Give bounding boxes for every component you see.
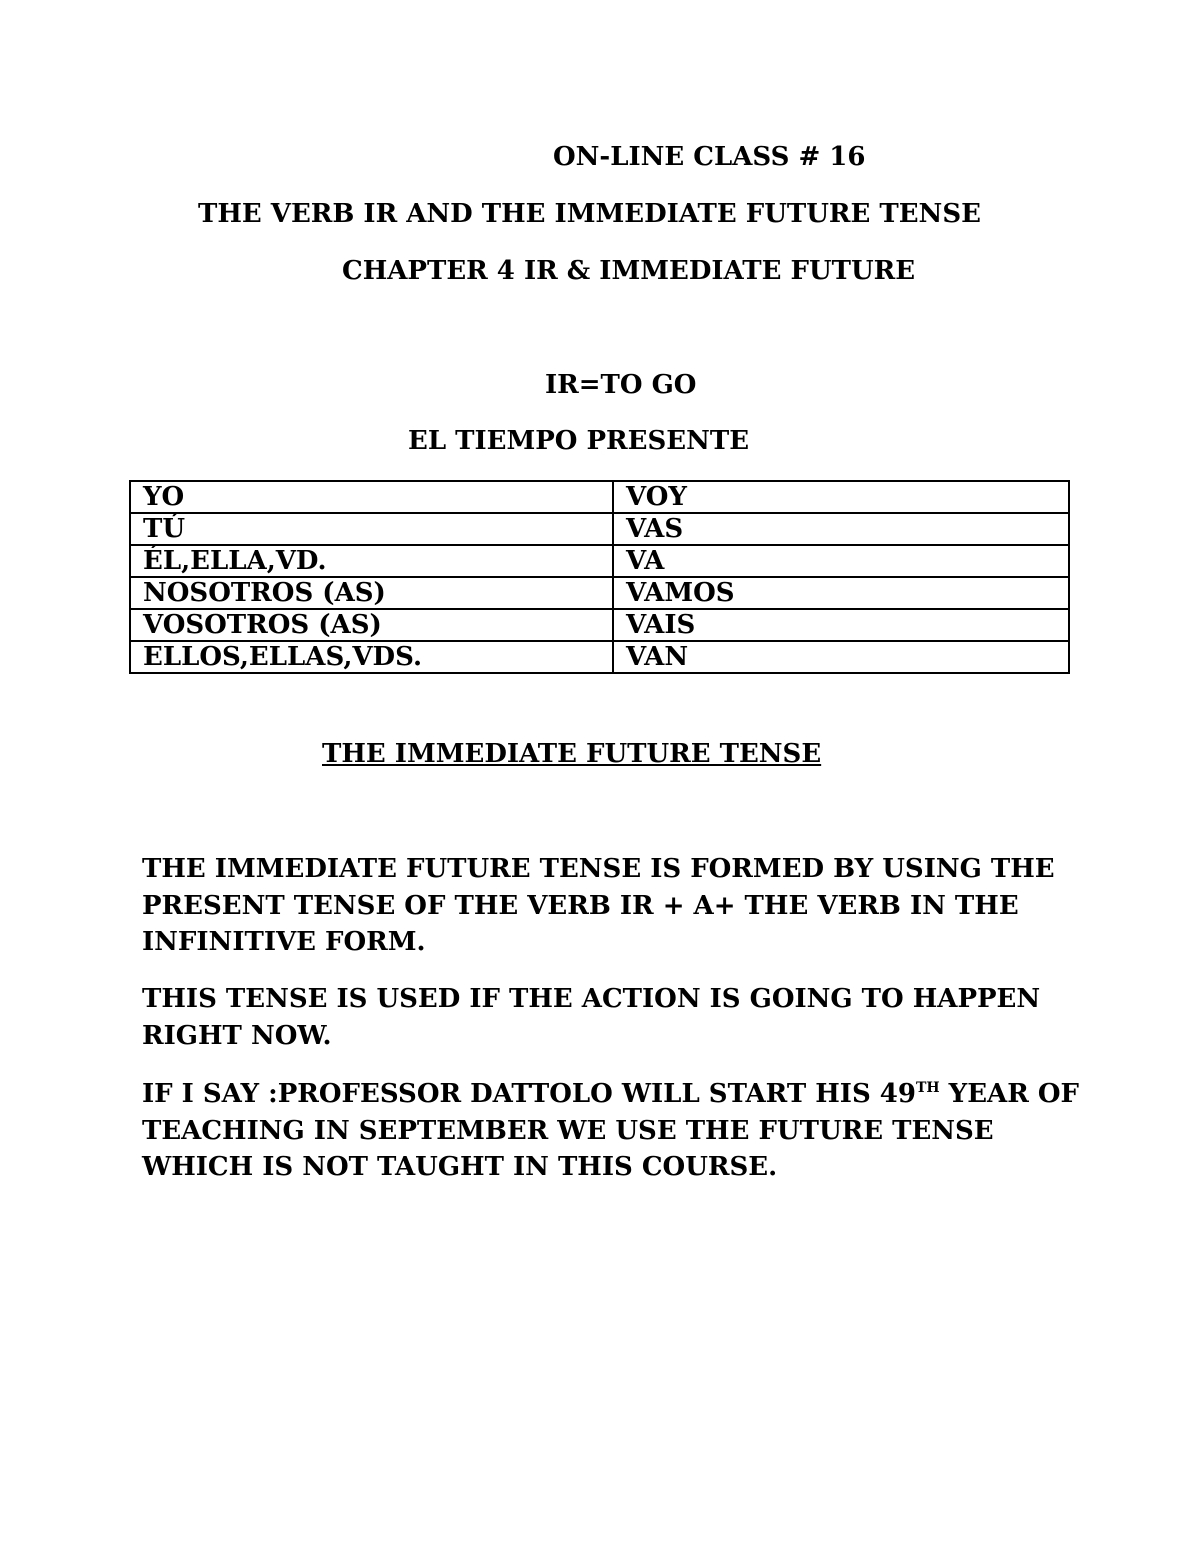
- table-row: [130, 641, 1069, 673]
- pronoun-cell: ÉL,ELLA,VD.: [130, 545, 613, 577]
- table-row: [130, 545, 1069, 577]
- verb-definition: IR=TO GO: [545, 370, 697, 400]
- immediate-future-heading: THE IMMEDIATE FUTURE TENSE: [322, 739, 822, 769]
- verb-form-cell: VAMOS: [613, 577, 1069, 609]
- conjugation-table: [129, 480, 1070, 674]
- paragraph-formation: THE IMMEDIATE FUTURE TENSE IS FORMED BY USING THE PRESENT TENSE OF THE VERB IR + A+ THE VERB IN THE INFINITIVE FORM.: [142, 854, 1055, 957]
- verb-form-cell: VAN: [613, 641, 1069, 673]
- table-row: [130, 513, 1069, 545]
- verb-form-cell: VAIS: [613, 609, 1069, 641]
- tense-heading: EL TIEMPO PRESENTE: [408, 426, 750, 456]
- paragraph-usage: THIS TENSE IS USED IF THE ACTION IS GOING TO HAPPEN RIGHT NOW.: [142, 984, 1041, 1051]
- ordinal-superscript: TH: [915, 1080, 940, 1096]
- pronoun-cell: NOSOTROS (AS): [130, 577, 613, 609]
- paragraph-example-end: YEAR OF TEACHING IN SEPTEMBER WE USE THE FUTURE TENSE WHICH IS NOT TAUGHT IN THIS COURSE.: [142, 1079, 1079, 1182]
- table-row: [130, 577, 1069, 609]
- verb-form-cell: VA: [613, 545, 1069, 577]
- pronoun-cell: TÚ: [130, 513, 613, 545]
- pronoun-cell: YO: [130, 481, 613, 513]
- table-row: [130, 481, 1069, 513]
- chapter-title: CHAPTER 4 IR & IMMEDIATE FUTURE: [342, 256, 916, 286]
- verb-form-cell: VOY: [613, 481, 1069, 513]
- verb-form-cell: VAS: [613, 513, 1069, 545]
- pronoun-cell: ELLOS,ELLAS,VDS.: [130, 641, 613, 673]
- paragraph-example: [142, 1076, 1082, 1186]
- paragraph-example-start: IF I SAY :PROFESSOR DATTOLO WILL START HIS 49: [142, 1079, 916, 1109]
- class-title: ON-LINE CLASS # 16: [553, 142, 866, 172]
- table-row: [130, 609, 1069, 641]
- pronoun-cell: VOSOTROS (AS): [130, 609, 613, 641]
- page-subtitle: THE VERB IR AND THE IMMEDIATE FUTURE TENSE: [198, 199, 981, 229]
